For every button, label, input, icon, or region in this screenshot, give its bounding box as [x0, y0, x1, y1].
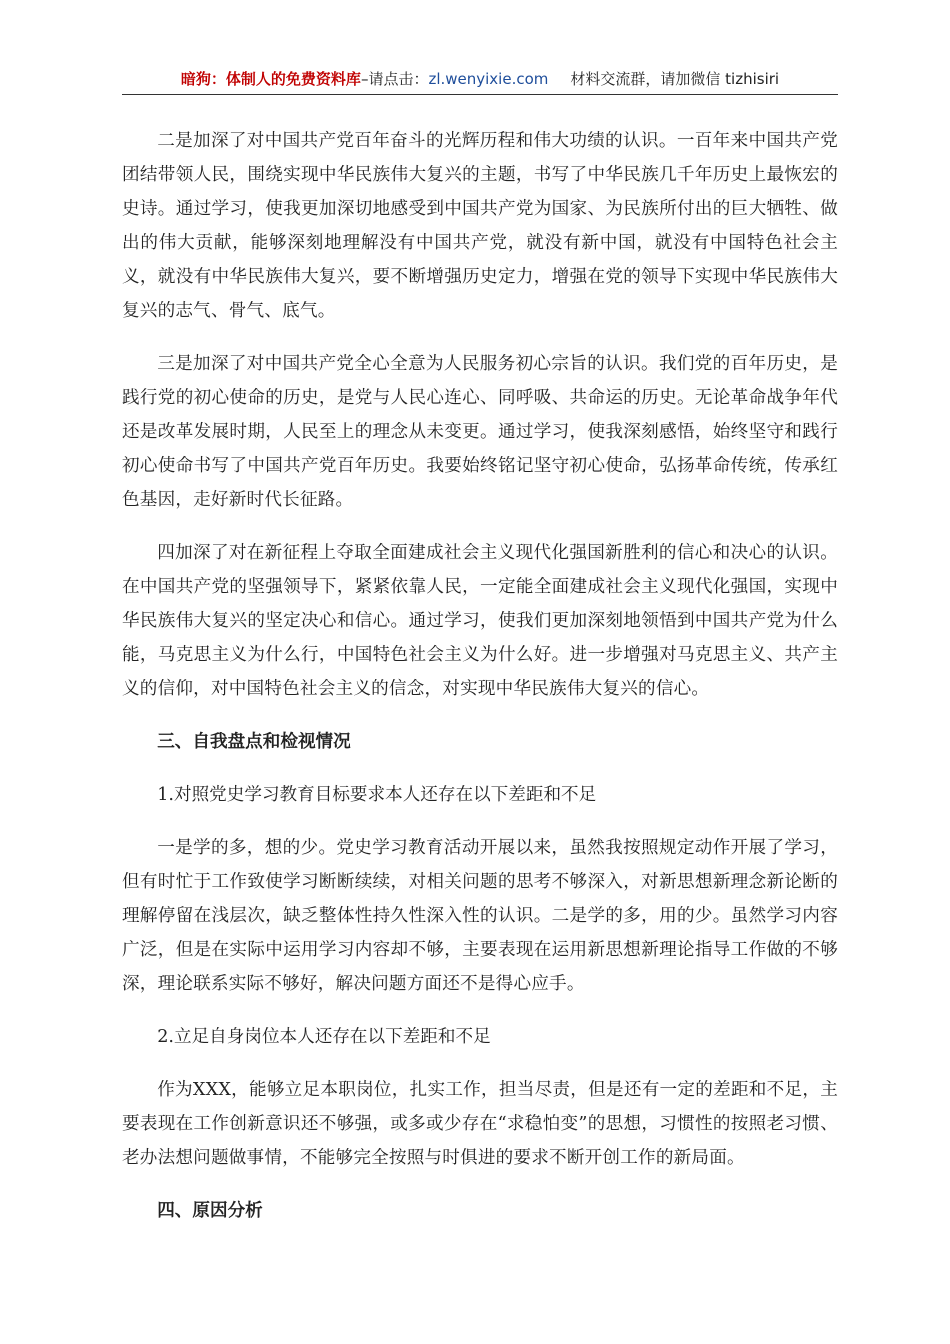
header-url-link[interactable]: zl.wenyixie.com: [428, 70, 549, 88]
document-body: [122, 124, 838, 1247]
section-4-heading: 四、原因分析: [157, 1201, 263, 1221]
header-site-name: 暗狗：体制人的免费资料库: [180, 70, 361, 88]
paragraph-2: 二是加深了对中国共产党百年奋斗的光辉历程和伟大功绩的认识。一百年来中国共产党团结带领人民，围绕实现中华民族伟大复兴的主题，书写了中华民族几千年历史上最恢宏的史诗。通过学习，使我更加深切地感受到中国共产党为国家、为民族所付出的巨大牺牲、做出的伟大贡献，能够深刻地理解没有中国共产党，就没有新中国，就没有中国特色社会主义，就没有中华民族伟大复兴，要不断增强历史定力，增强在党的领导下实现中华民族伟大复兴的志气、骨气、底气。: [122, 131, 838, 321]
page-header: [122, 64, 838, 95]
paragraph-5: 一是学的多，想的少。党史学习教育活动开展以来，虽然我按照规定动作开展了学习，但有时忙于工作致使学习断断续续，对相关问题的思考不够深入，对新思想新理念新论断的理解停留在浅层次，缺乏整体性持久性深入性的认识。二是学的多，用的少。虽然学习内容广泛，但是在实际中运用学习内容却不够，主要表现在运用新思想新理论指导工作做的不够深，理论联系实际不够好，解决问题方面还不是得心应手。: [122, 838, 838, 994]
subheading-2: 2.立足自身岗位本人还存在以下差距和不足: [157, 1027, 491, 1047]
section-3-heading: 三、自我盘点和检视情况: [157, 732, 351, 752]
paragraph-6: 作为XXX，能够立足本职岗位，扎实工作，担当尽责，但是还有一定的差距和不足，主要表现在工作创新意识还不够强，或多或少存在“求稳怕变”的思想，习惯性的按照老习惯、老办法想问题做事情，不能够完全按照与时俱进的要求不断开创工作的新局面。: [122, 1080, 838, 1168]
paragraph-4: 四加深了对在新征程上夺取全面建成社会主义现代化强国新胜利的信心和决心的认识。在中国共产党的坚强领导下，紧紧依靠人民，一定能全面建成社会主义现代化强国，实现中华民族伟大复兴的坚定决心和信心。通过学习，使我们更加深刻地领悟到中国共产党为什么能，马克思主义为什么行，中国特色社会主义为什么好。进一步增强对马克思主义、共产主义的信仰，对中国特色社会主义的信念，对实现中华民族伟大复兴的信心。: [122, 543, 838, 699]
paragraph-3: 三是加深了对中国共产党全心全意为人民服务初心宗旨的认识。我们党的百年历史，是践行党的初心使命的历史，是党与人民心连心、同呼吸、共命运的历史。无论革命战争年代还是改革发展时期，人民至上的理念从未变更。通过学习，使我深刻感悟，始终坚守和践行初心使命书写了中国共产党百年历史。我要始终铭记坚守初心使命，弘扬革命传统，传承红色基因，走好新时代长征路。: [122, 354, 838, 510]
subheading-1: 1.对照党史学习教育目标要求本人还存在以下差距和不足: [157, 785, 597, 805]
header-wechat-text: 材料交流群，请加微信 tizhisiri: [570, 70, 780, 88]
header-click-label: –请点击：: [360, 70, 429, 88]
